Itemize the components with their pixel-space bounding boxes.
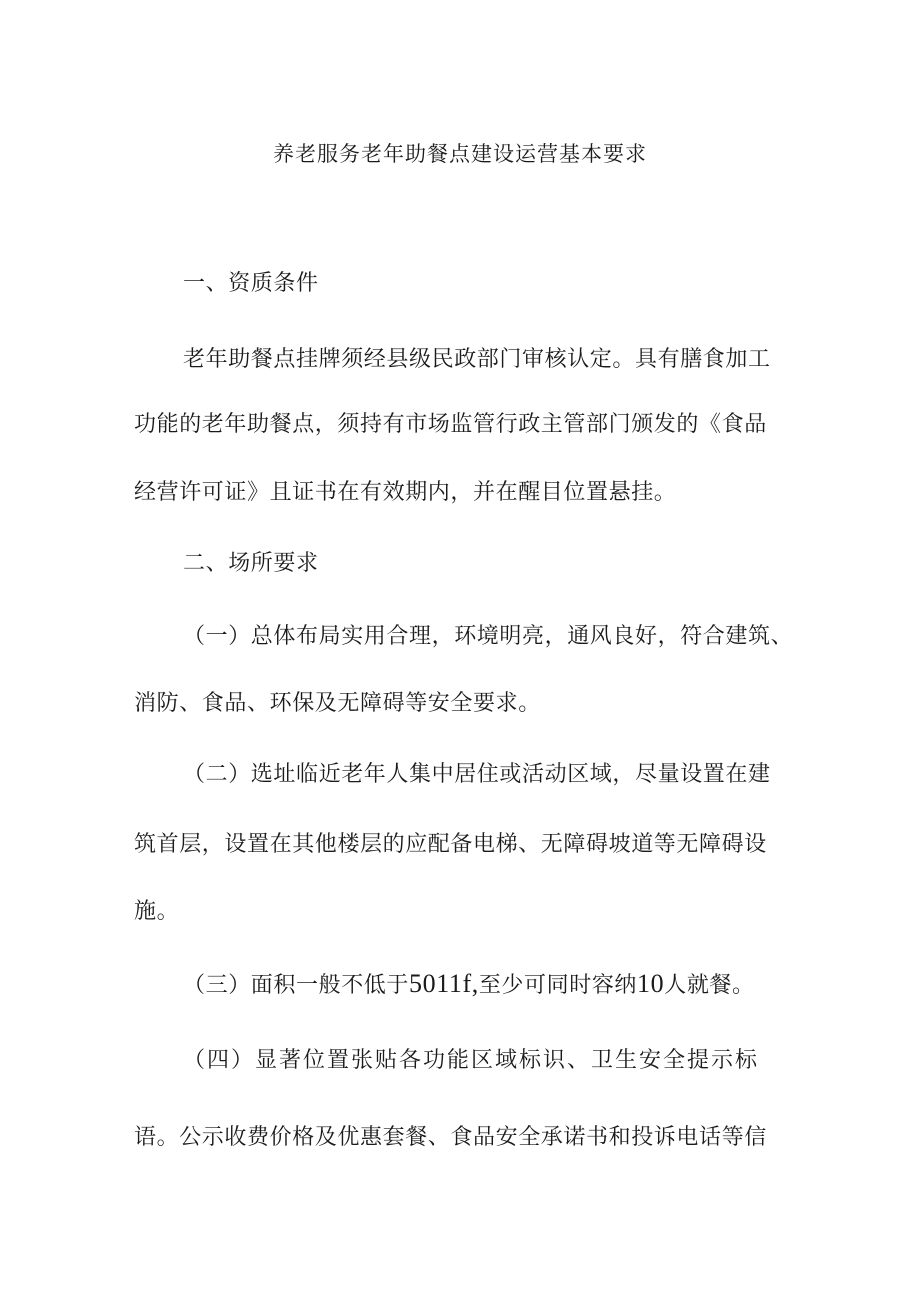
capacity-number: 10 [637, 969, 665, 998]
area-number: 5011f, [409, 969, 479, 998]
area-text-middle: 至少可同时容纳 [478, 973, 638, 998]
area-text-prefix: （三）面积一般不低于 [183, 973, 410, 998]
section-heading-qualification: 一、资质条件 [183, 271, 319, 296]
paragraph-line: （一）总体布局实用合理，环境明亮，通风良好，符合建筑、 [183, 624, 794, 649]
document-title: 养老服务老年助餐点建设运营基本要求 [273, 142, 647, 166]
paragraph-line: 功能的老年助餐点，须持有市场监管行政主管部门颁发的《食品 [134, 412, 767, 437]
paragraph-line: 施。 [134, 899, 180, 924]
paragraph-line: 语。公示收费价格及优惠套餐、食品安全承诺书和投诉电话等信 [134, 1125, 767, 1150]
section-heading-venue: 二、场所要求 [183, 551, 319, 576]
paragraph-line: （四）显著位置张贴各功能区域标识、卫生安全提示标 [183, 1048, 760, 1073]
paragraph-line: 老年助餐点挂牌须经县级民政部门审核认定。具有膳食加工 [183, 347, 771, 372]
paragraph-line: 消防、食品、环保及无障碍等安全要求。 [134, 691, 541, 716]
area-text-suffix: 人就餐。 [664, 973, 755, 998]
paragraph-line-area [134, 964, 843, 1006]
paragraph-line: 经营许可证》且证书在有效期内，并在醒目位置悬挂。 [134, 480, 677, 505]
paragraph-line: （二）选址临近老年人集中居住或活动区域，尽量设置在建 [183, 762, 771, 787]
paragraph-line: 筑首层，设置在其他楼层的应配备电梯、无障碍坡道等无障碍设 [134, 832, 767, 857]
